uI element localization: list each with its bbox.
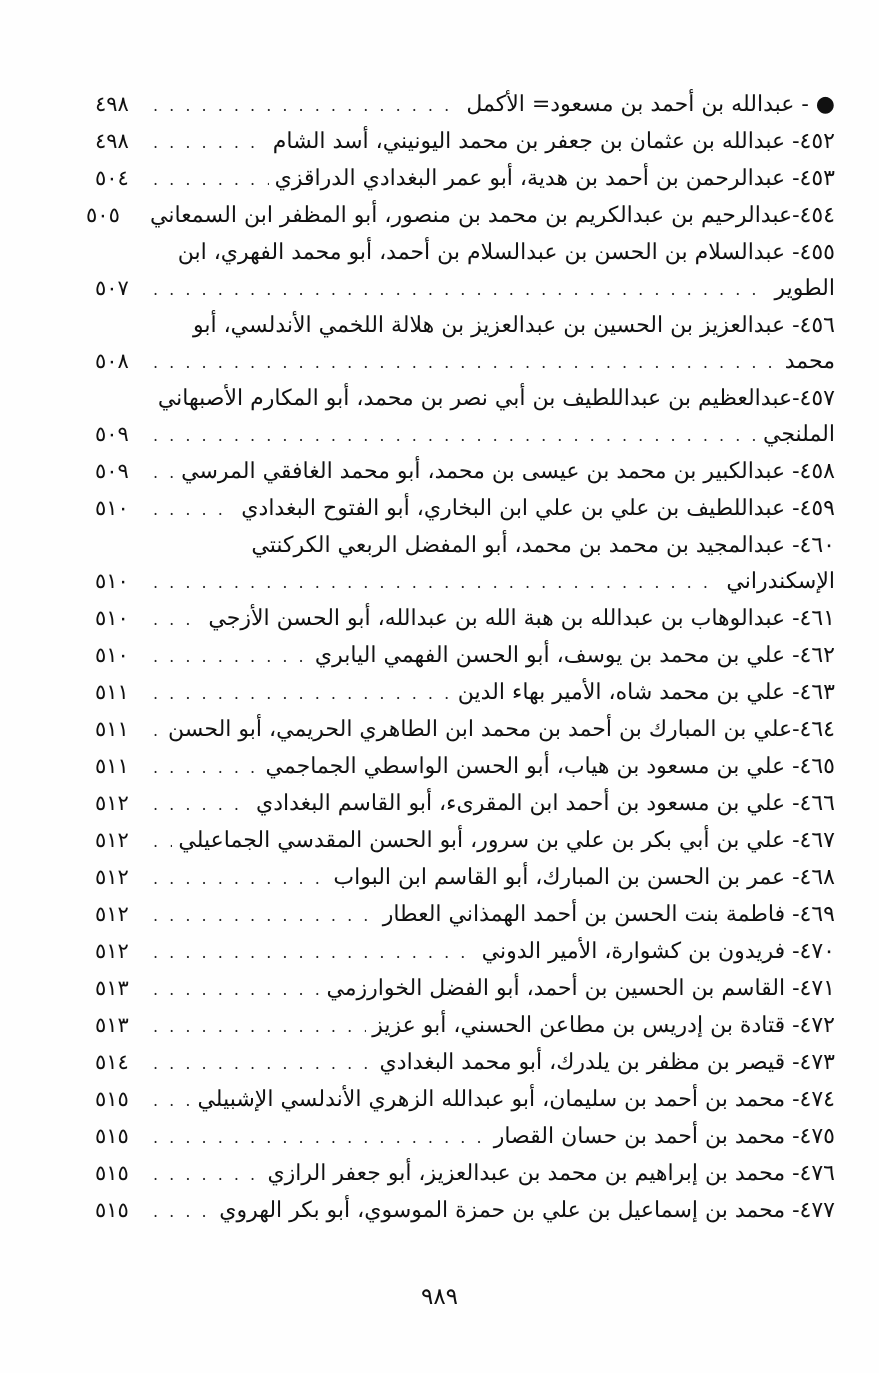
entry-page-number: ٥١٥ [95, 1161, 129, 1185]
index-entry [95, 234, 835, 271]
entry-title-continuation: الملنجي [763, 422, 835, 447]
entry-page-number: ٥١٤ [95, 1050, 129, 1074]
leader-dots [153, 601, 202, 638]
index-entry [95, 380, 835, 417]
entry-page-number: ٥٠٥ [86, 203, 120, 227]
index-entry [95, 490, 835, 527]
leader-dots [153, 491, 235, 528]
entry-page-number: ٥١٠ [95, 496, 129, 520]
index-entry [95, 527, 835, 564]
index-entry [95, 600, 835, 637]
entry-title: ٤٥٥- عبدالسلام بن الحسن بن عبدالسلام بن أحمد، أبو محمد الفهري، ابن [177, 240, 835, 265]
entry-title: ٤٥٦- عبدالعزيز بن الحسين بن عبدالعزيز بن هلالة اللخمي الأندلسي، أبو [192, 313, 835, 338]
leader-dots [153, 1156, 261, 1193]
entry-page-number: ٥١٠ [95, 569, 129, 593]
entry-page-number: ٥٠٩ [95, 459, 129, 483]
entry-page-number: ٥٠٧ [95, 276, 129, 300]
entry-page-number: ٥١٠ [95, 606, 129, 630]
entry-title: ٤٦٨- عمر بن الحسن بن المبارك، أبو القاسم ابن البواب [333, 865, 835, 890]
page-number: ٩٨٩ [420, 1284, 459, 1310]
leader-dots [153, 124, 267, 161]
index-entry [95, 1118, 835, 1155]
entry-page-number: ٥١١ [95, 717, 129, 741]
entry-title: ● - عبدالله بن أحمد بن مسعود= الأكمل [466, 92, 835, 117]
entry-title: ٤٧٠- فريدون بن كشوارة، الأمير الدوني [481, 939, 835, 964]
index-entry-continuation [95, 416, 835, 453]
leader-dots [153, 860, 327, 897]
entry-page-number: ٥٠٨ [95, 349, 129, 373]
entry-title: ٤٦٠- عبدالمجيد بن محمد بن محمد، أبو المفضل الربعي الكركنتي [251, 533, 835, 558]
index-entry [95, 785, 835, 822]
entry-page-number: ٥١١ [95, 680, 129, 704]
entry-title: ٤٦٥- علي بن مسعود بن هياب، أبو الحسن الواسطي الجماجمي [265, 754, 835, 779]
leader-dots [153, 971, 320, 1008]
entry-title: ٤٦٧- علي بن أبي بكر بن علي بن سرور، أبو الحسن المقدسي الجماعيلي [178, 828, 835, 853]
leader-dots [153, 897, 377, 934]
index-entry [95, 1044, 835, 1081]
entry-title: ٤٧١- القاسم بن الحسين بن أحمد، أبو الفضل الخوارزمي [326, 976, 835, 1001]
entry-page-number: ٥٠٤ [95, 166, 129, 190]
entry-title: ٤٧٣- قيصر بن مظفر بن يلدرك، أبو محمد البغدادي [379, 1050, 835, 1075]
entry-title: ٤٥٧-عبدالعظيم بن عبداللطيف بن أبي نصر بن محمد، أبو المكارم الأصبهاني [157, 386, 835, 411]
entry-page-number: ٥١٢ [95, 939, 129, 963]
leader-dots [153, 417, 757, 454]
index-entry [95, 859, 835, 896]
entry-page-number: ٥٠٩ [95, 422, 129, 446]
index-entry [95, 123, 835, 160]
index-entry [86, 197, 835, 234]
index-entry [95, 1192, 835, 1229]
index-entry [95, 1007, 835, 1044]
index-entry [95, 933, 835, 970]
entry-title-continuation: محمد [784, 349, 835, 374]
leader-dots [153, 675, 452, 712]
entry-page-number: ٥١٥ [95, 1087, 129, 1111]
leader-dots [153, 161, 269, 198]
leader-dots [153, 786, 250, 823]
entry-page-number: ٥١٥ [95, 1198, 129, 1222]
leader-dots [153, 1193, 213, 1230]
index-entry [95, 711, 835, 748]
entry-title: ٤٥٩- عبداللطيف بن علي بن علي ابن البخاري، أبو الفتوح البغدادي [241, 496, 835, 521]
index-entry [95, 637, 835, 674]
index-entry [95, 896, 835, 933]
index-entry-continuation [95, 270, 835, 307]
entry-title: ٤٦٣- علي بن محمد شاه، الأمير بهاء الدين [457, 680, 835, 705]
leader-dots [153, 344, 779, 381]
index-entry [95, 970, 835, 1007]
index-entry [95, 86, 835, 123]
entry-page-number: ٥١٠ [95, 643, 129, 667]
entry-title: ٤٥٣- عبدالرحمن بن أحمد بن هدية، أبو عمر البغدادي الدراقزي [274, 166, 835, 191]
leader-dots [153, 638, 309, 675]
entry-title: ٤٦٩- فاطمة بنت الحسن بن أحمد الهمذاني العطار [382, 902, 835, 927]
leader-dots [153, 823, 172, 860]
leader-dots [153, 1119, 488, 1156]
entry-title: ٤٧٢- قتادة بن إدريس بن مطاعن الحسني، أبو عزيز [372, 1013, 835, 1038]
entry-title: ٤٥٨- عبدالكبير بن محمد بن عيسى بن محمد، أبو محمد الغافقي المرسي [181, 459, 835, 484]
entry-title: ٤٧٧- محمد بن إسماعيل بن علي بن حمزة الموسوي، أبو بكر الهروي [219, 1198, 835, 1223]
leader-dots [153, 712, 162, 749]
index-entry [95, 160, 835, 197]
leader-dots [153, 1008, 366, 1045]
entry-page-number: ٥١٢ [95, 791, 129, 815]
entry-page-number: ٥١٢ [95, 865, 129, 889]
entry-title: ٤٧٥- محمد بن أحمد بن حسان القصار [493, 1124, 835, 1149]
index-entry [95, 1155, 835, 1192]
entry-title: ٤٦١- عبدالوهاب بن عبدالله بن هبة الله بن عبدالله، أبو الحسن الأزجي [208, 606, 835, 631]
leader-dots [153, 749, 260, 786]
entry-title-continuation: الإسكندراني [726, 569, 835, 594]
index-entry [95, 674, 835, 711]
index-entry [95, 822, 835, 859]
leader-dots [153, 454, 175, 491]
leader-dots [153, 1045, 374, 1082]
entry-page-number: ٥١١ [95, 754, 129, 778]
leader-dots [153, 87, 460, 124]
entry-title: ٤٥٢- عبدالله بن عثمان بن جعفر بن محمد اليونيني، أسد الشام [272, 129, 835, 154]
entry-page-number: ٤٩٨ [95, 129, 129, 153]
leader-dots [153, 934, 476, 971]
entry-page-number: ٥١٢ [95, 902, 129, 926]
index-entry-continuation [95, 343, 835, 380]
entry-title: ٤٦٢- علي بن محمد بن يوسف، أبو الحسن الفهمي اليابري [314, 643, 835, 668]
leader-dots [153, 564, 720, 601]
entry-title: ٤٥٤-عبدالرحيم بن عبدالكريم بن محمد بن منصور، أبو المظفر ابن السمعاني [150, 203, 835, 228]
index-entry [95, 307, 835, 344]
index-entry [95, 1081, 835, 1118]
entry-title: ٤٧٦- محمد بن إبراهيم بن محمد بن عبدالعزيز، أبو جعفر الرازي [267, 1161, 835, 1186]
index-entry-continuation [95, 563, 835, 600]
entry-page-number: ٥١٥ [95, 1124, 129, 1148]
leader-dots [153, 271, 769, 308]
leader-dots [153, 1082, 191, 1119]
entry-page-number: ٥١٣ [95, 1013, 129, 1037]
entry-title-continuation: الطوير [774, 276, 835, 301]
entry-page-number: ٤٩٨ [95, 92, 129, 116]
entry-title: ٤٦٦- علي بن مسعود بن أحمد ابن المقرىء، أبو القاسم البغدادي [256, 791, 835, 816]
entry-title: ٤٦٤-علي بن المبارك بن أحمد بن محمد ابن الطاهري الحريمي، أبو الحسن [168, 717, 835, 742]
entry-page-number: ٥١٢ [95, 828, 129, 852]
index-list [86, 86, 835, 1229]
index-entry [95, 748, 835, 785]
entry-page-number: ٥١٣ [95, 976, 129, 1000]
index-entry [95, 453, 835, 490]
entry-title: ٤٧٤- محمد بن أحمد بن سليمان، أبو عبدالله الزهري الأندلسي الإشبيلي [197, 1087, 835, 1112]
